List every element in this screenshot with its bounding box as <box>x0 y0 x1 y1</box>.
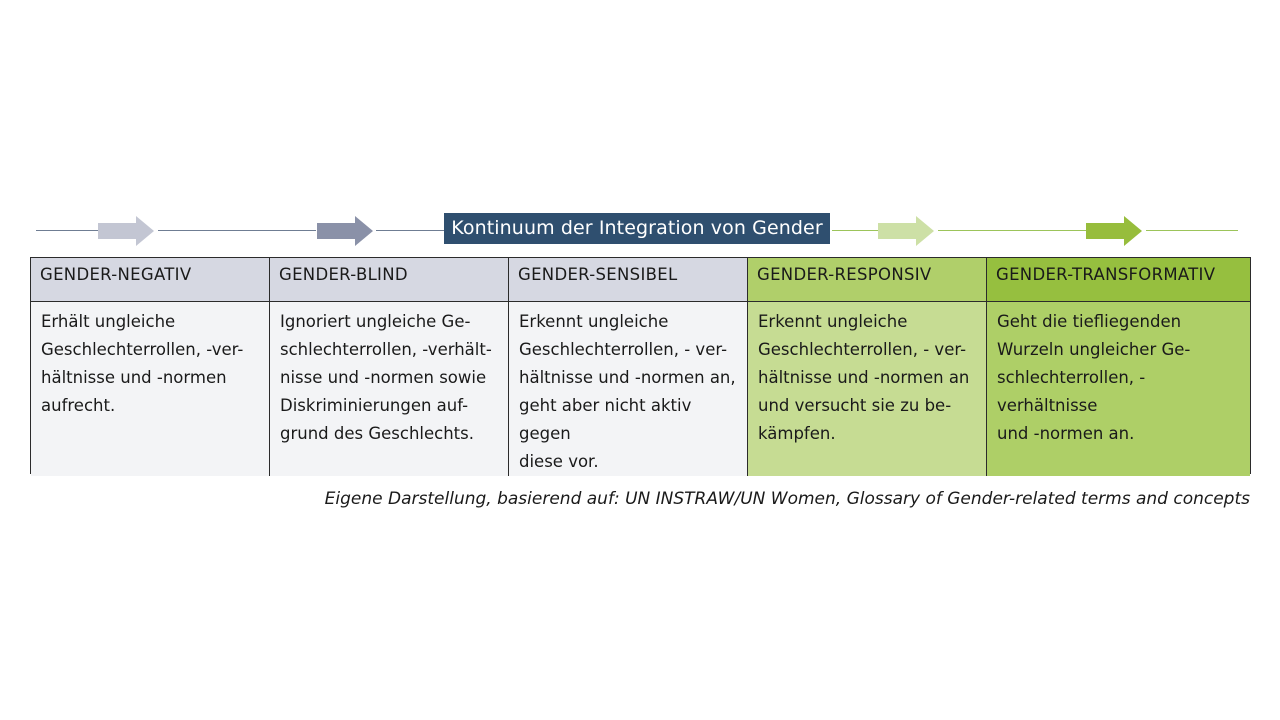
body-line: Erkennt ungleiche <box>519 312 669 331</box>
arrow-transformativ-icon <box>1086 216 1142 246</box>
arrow-negativ-icon <box>98 216 154 246</box>
body-gender-transformativ <box>987 302 1250 476</box>
body-line: und versucht sie zu be- <box>758 396 952 415</box>
timeline-line <box>36 230 98 231</box>
header-gender-responsiv: GENDER-RESPONSIV <box>748 258 987 302</box>
body-line: Geht die tiefliegenden <box>997 312 1182 331</box>
arrow-blind-icon <box>317 216 373 246</box>
body-line: nisse und -normen sowie <box>280 368 487 387</box>
body-line: grund des Geschlechts. <box>280 424 474 443</box>
timeline-line <box>938 230 1086 231</box>
body-line: hältnisse und -normen <box>41 368 227 387</box>
body-line: Erhält ungleiche <box>41 312 176 331</box>
body-line: aufrecht. <box>41 396 116 415</box>
header-gender-sensibel: GENDER-SENSIBEL <box>509 258 748 302</box>
body-line: Erkennt ungleiche <box>758 312 908 331</box>
body-line: Ignoriert ungleiche Ge- <box>280 312 471 331</box>
body-gender-responsiv <box>748 302 987 476</box>
timeline-line <box>158 230 316 231</box>
timeline-line <box>832 230 878 231</box>
body-gender-negativ <box>31 302 270 476</box>
arrow-responsiv-icon <box>878 216 934 246</box>
continuum-timeline <box>0 200 1280 260</box>
continuum-table <box>30 257 1251 474</box>
body-gender-sensibel <box>509 302 748 476</box>
body-line: hältnisse und -normen an <box>758 368 970 387</box>
body-line: Geschlechterrollen, - ver- <box>758 340 967 359</box>
body-line: Geschlechterrollen, -ver- <box>41 340 244 359</box>
body-gender-blind <box>270 302 509 476</box>
header-gender-blind: GENDER-BLIND <box>270 258 509 302</box>
body-line: Wurzeln ungleicher Ge- <box>997 340 1191 359</box>
body-line: Diskriminierungen auf- <box>280 396 469 415</box>
continuum-title: Kontinuum der Integration von Gender <box>444 213 830 244</box>
body-line: hältnisse und -normen an, <box>519 368 736 387</box>
body-line: kämpfen. <box>758 424 836 443</box>
header-gender-transformativ: GENDER-TRANSFORMATIV <box>987 258 1250 302</box>
body-line: Geschlechterrollen, - ver- <box>519 340 728 359</box>
body-line: geht aber nicht aktiv gegen <box>519 396 692 443</box>
source-caption: Eigene Darstellung, basierend auf: UN INSTRAW/UN Women, Glossary of Gender-related terms and concepts <box>324 489 1250 509</box>
timeline-line <box>1146 230 1238 231</box>
body-line: schlechterrollen, -verhält- <box>280 340 492 359</box>
timeline-line <box>376 230 444 231</box>
header-gender-negativ: GENDER-NEGATIV <box>31 258 270 302</box>
body-line: und -normen an. <box>997 424 1135 443</box>
body-line: diese vor. <box>519 452 599 471</box>
body-line: schlechterrollen, -verhältnisse <box>997 368 1146 415</box>
